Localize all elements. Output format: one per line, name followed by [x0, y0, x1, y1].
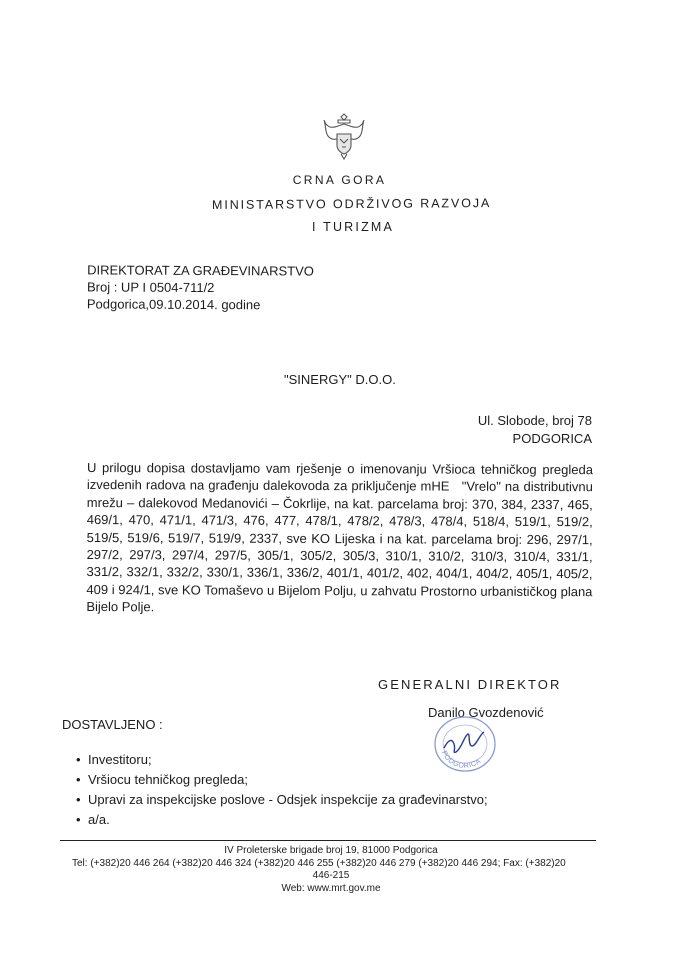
list-item	[76, 770, 488, 790]
distribution-list	[76, 750, 488, 830]
recipient-company: "SINERGY" D.O.O.	[284, 372, 396, 387]
footer-address: IV Proleterske brigade broj 19, 81000 Podgorica	[224, 845, 438, 856]
country-name: CRNA GORA	[292, 173, 387, 187]
distribution-heading: DOSTAVLJENO :	[62, 717, 163, 732]
place-date: Podgorica,09.10.2014. godine	[86, 296, 261, 313]
recipient-city: PODGORICA	[512, 431, 592, 446]
signer-name: Danilo Gvozdenović	[428, 705, 544, 720]
bullet-icon: •	[76, 792, 81, 807]
bullet-icon: •	[76, 812, 81, 827]
list-item	[76, 750, 488, 770]
list-item	[76, 790, 488, 810]
letter-body: U prilogu dopisa dostavljamo vam rješenje o imenovanju Vršioca tehničkog pregleda izvedenih radova na građenju dalekovoda za priključenje mHE "Vrelo" na distributivnu mrežu – dalekovod Medanovići – Čokrlije, na kat. parcelama broj: 370, 384, 2337, 465, 469/1, 470, 471/1, 471/3, 476, 477, 478/1, 478/2, 478/3, 478/4, 518/4, 519/1, 519/2, 519/5, 519/6, 519/7, 519/9, 2337, sve KO Lijeska i na kat. parcelama broj: 296, 297/1, 297/2, 297/3, 297/4, 297/5, 305/1, 305/2, 305/3, 310/1, 310/2, 310/3, 310/4, 331/1, 331/2, 332/1, 332/2, 330/1, 336/1, 336/2, 401/1, 401/2, 402, 404/1, 404/2, 405/1, 405/2, 409 i 924/1, sve KO Tomaševo u Bijelom Polju, u zahvatu Prostorno urbanističkog plana Bijelo Polje.	[86, 460, 593, 615]
list-item-text: Vršiocu tehničkog pregleda;	[88, 772, 248, 787]
bullet-icon: •	[76, 772, 81, 787]
footer-website: Web: www.mrt.gov.me	[281, 882, 381, 894]
footer-divider	[60, 840, 596, 841]
recipient-street: Ul. Slobode, broj 78	[477, 413, 592, 428]
directorate-block	[87, 261, 314, 313]
footer-phones: Tel: (+382)20 446 264 (+382)20 446 324 (+382)20 446 255 (+382)20 446 279 (+382)20 446 294; Fax: (+382)20	[72, 857, 566, 869]
list-item-text: Investitoru;	[88, 752, 152, 767]
stamp-city-text: PODGORICA	[440, 749, 483, 770]
footer	[66, 845, 596, 895]
footer-phones-continued: 446-215	[312, 870, 350, 882]
recipient-address	[440, 412, 592, 448]
ministry-name-line2: I TURIZMA	[312, 220, 395, 234]
reference-number: Broj : UP I 0504-711/2	[86, 279, 215, 296]
directorate-name: DIREKTORAT ZA GRAĐEVINARSTVO	[87, 262, 314, 279]
ministry-name-line1: MINISTARSTVO ODRŽIVOG RAZVOJA	[211, 196, 492, 213]
list-item-text: a/a.	[88, 812, 110, 827]
bullet-icon: •	[76, 752, 81, 767]
list-item-text: Upravi za inspekcijske poslove - Odsjek inspekcije za građevinarstvo;	[88, 792, 488, 807]
list-item	[76, 810, 488, 830]
coat-of-arms-icon	[322, 112, 366, 160]
signer-title: GENERALNI DIREKTOR	[378, 677, 562, 692]
